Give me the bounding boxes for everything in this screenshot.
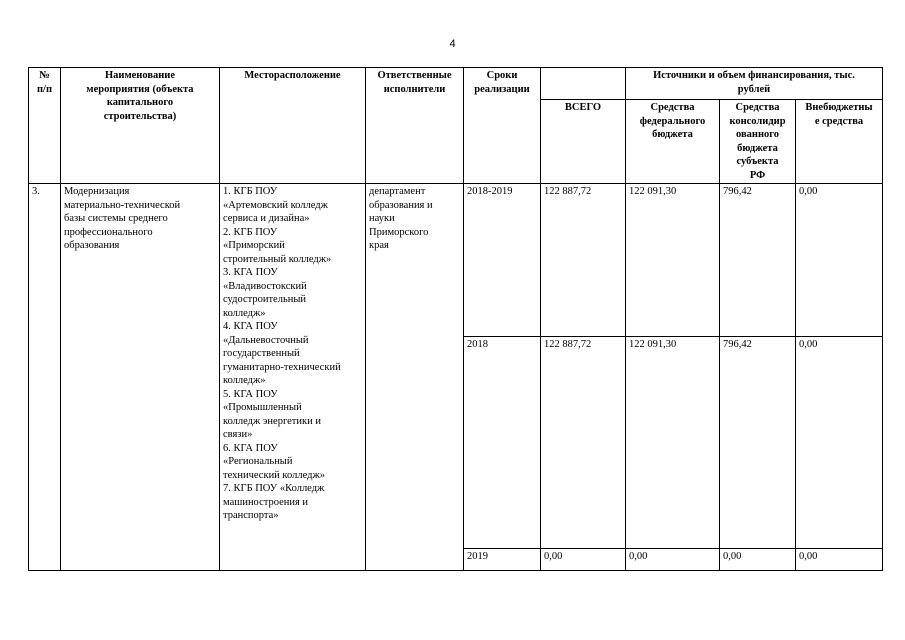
header-total: ВСЕГО — [541, 100, 626, 184]
consolidated-cell: 0,00 — [720, 549, 796, 571]
total-cell: 0,00 — [541, 549, 626, 571]
period-cell: 2018 — [464, 337, 541, 549]
row-name: Модернизация материально-технической базы системы среднего профессионального образования — [61, 184, 220, 571]
consolidated-cell: 796,42 — [720, 184, 796, 337]
header-executors: Ответственные исполнители — [366, 68, 464, 184]
header-sources: Источники и объем финансирования, тыс. рублей — [626, 68, 883, 100]
financing-table — [28, 67, 883, 571]
row-location: 1. КГБ ПОУ «Артемовский колледж сервиса и дизайна» 2. КГБ ПОУ «Приморский строительный колледж» 3. КГА ПОУ «Владивостокский судостроительный колледж» 4. КГА ПОУ «Дальневосточный государственный гуманитарно-технический колледж» 5. КГА ПОУ «Промышленный колледж энергетики и связи» 6. КГА ПОУ «Региональный технический колледж» 7. КГБ ПОУ «Колледж машиностроения и транспорта» — [220, 184, 366, 571]
federal-cell: 0,00 — [626, 549, 720, 571]
header-extra: Внебюджетны е средства — [796, 100, 883, 184]
header-period: Сроки реализации — [464, 68, 541, 184]
header-name: Наименование мероприятия (объекта капитального строительства) — [61, 68, 220, 184]
federal-cell: 122 091,30 — [626, 337, 720, 549]
extra-cell: 0,00 — [796, 549, 883, 571]
header-row-1 — [29, 68, 883, 100]
federal-cell: 122 091,30 — [626, 184, 720, 337]
row-num: 3. — [29, 184, 61, 571]
header-location: Месторасположение — [220, 68, 366, 184]
period-cell: 2018-2019 — [464, 184, 541, 337]
period-cell: 2019 — [464, 549, 541, 571]
page-number: 4 — [449, 38, 456, 50]
header-num: № п/п — [29, 68, 61, 184]
row-executors: департамент образования и науки Приморского края — [366, 184, 464, 571]
header-federal: Средства федерального бюджета — [626, 100, 720, 184]
extra-cell: 0,00 — [796, 337, 883, 549]
total-cell: 122 887,72 — [541, 337, 626, 549]
consolidated-cell: 796,42 — [720, 337, 796, 549]
extra-cell: 0,00 — [796, 184, 883, 337]
header-consolidated: Средства консолидир ованного бюджета субъекта РФ — [720, 100, 796, 184]
total-cell: 122 887,72 — [541, 184, 626, 337]
table-row — [29, 184, 883, 337]
